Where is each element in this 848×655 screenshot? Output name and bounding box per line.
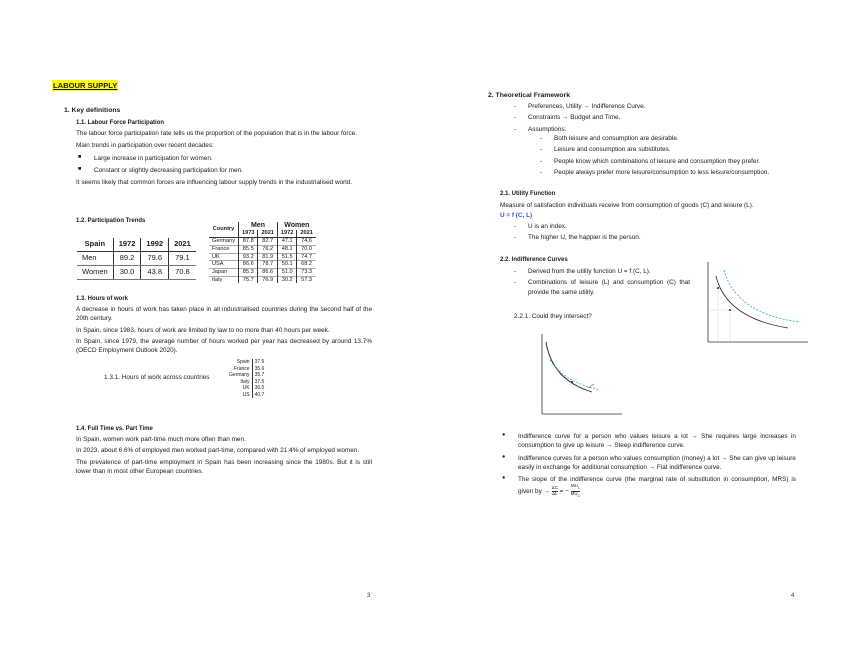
table-header-row (77, 238, 196, 251)
table-header: 2021 (297, 230, 316, 237)
paragraph: In Spain, since 1983, hours of work are limited by law to no more than 40 hours per week. (76, 326, 330, 334)
curve-b (550, 360, 600, 390)
table-row (77, 251, 196, 265)
table-cell: 89.2 (113, 251, 141, 265)
indifference-curves-figure (696, 256, 820, 352)
fraction-numerator: ΔC (551, 485, 558, 491)
slope-text: The slope of the indifference curve (the marginal rate of substitution in consumption, MRS) is given by (518, 476, 796, 496)
table-cell: 43.8 (141, 265, 169, 279)
section-1-4-body (76, 435, 372, 476)
fraction-numerator: MU (570, 483, 578, 489)
list-item: - Both leisure and consumption are desirable. (540, 134, 810, 143)
table-cell: 51.0 (277, 268, 296, 276)
table-header: Country (209, 222, 239, 238)
trend-list (76, 154, 372, 176)
table-header: Men (239, 222, 278, 230)
section-1-heading: 1. Key definitions (64, 107, 121, 114)
slope-formula: → $\frac{\Delta C}{\Delta L}$ = − $MU_L$ $MU_C$ (543, 483, 580, 498)
table-cell: 70.0 (297, 245, 316, 253)
table-row (77, 265, 196, 279)
paragraph: In Spain, since 1979, the average number of hours worked per year has decreased by around 13.7% (OECD Employment Outlook 2020). (76, 337, 372, 355)
section-2-1-heading: 2.1. Utility Function (500, 191, 556, 197)
table-cell: Germany (209, 238, 239, 246)
subscript: C (577, 493, 580, 498)
list-item: - U is an index. (514, 222, 754, 231)
table-cell: 79.6 (141, 251, 169, 265)
list-item: - Combinations of leisure (L) and consumption (C) that provide the same utility. (514, 278, 690, 297)
table-cell: 73.3 (297, 268, 316, 276)
section-1-1-body (76, 129, 372, 187)
table-cell: 37.5 (252, 359, 266, 366)
fraction-denominator: ΔL (552, 491, 558, 497)
list-item: - People always prefer more leisure/consumption to less leisure/consumption. (540, 168, 810, 177)
fraction-denominator: MU (570, 491, 578, 497)
list-item (500, 475, 796, 499)
table-cell: 35.6 (252, 366, 266, 373)
fraction-lhs (552, 486, 558, 497)
list-item: ■ Large increase in participation for women. (76, 154, 372, 163)
table-cell: 86.6 (239, 261, 258, 269)
table-cell: 87.8 (239, 238, 258, 246)
table-cell: 74.6 (297, 238, 316, 246)
table-cell: 76.2 (258, 245, 277, 253)
table-header: 1992 (141, 238, 169, 251)
table-header: Spain (77, 238, 113, 251)
page-number: 3 (367, 593, 371, 599)
point (729, 309, 731, 311)
table-cell: Italy (240, 378, 250, 385)
section-1-3-1-heading: 1.3.1. Hours of work across countries (104, 374, 210, 381)
paragraph: The prevalence of part-time employment in Spain has been increasing since the 1980s. But it is still lower than in most other European countries. (76, 458, 372, 475)
table-cell: 36.0 (252, 385, 266, 392)
utility-formula: U = f (C, L) (500, 212, 533, 219)
table-cell: 35.7 (252, 372, 266, 379)
section-2-2-1-heading: 2.2.1. Could they intersect? (514, 313, 592, 320)
table-row (209, 268, 316, 276)
table-cell: 86.6 (258, 268, 277, 276)
list-item: - Constraints → Budget and Time. (514, 113, 814, 122)
table-cell: USA (209, 261, 239, 269)
list-item: - Assumptions: (514, 125, 814, 134)
indifference-curve-dashed (724, 270, 800, 322)
curve-a (546, 342, 592, 392)
table-cell: 85.3 (239, 268, 258, 276)
intersection-point (571, 381, 573, 383)
list-item: ■ Constant or slightly decreasing participation for men. (76, 166, 372, 175)
point (717, 287, 719, 289)
table-row (209, 261, 316, 269)
table-row (209, 253, 316, 261)
paragraph: In Spain, women work part-time much more often than men. (76, 436, 246, 443)
table-cell: US (242, 391, 250, 398)
table-cell: 78.7 (258, 261, 277, 269)
section-1-3-body (76, 305, 372, 355)
list-item: - Derived from the utility function U = f (C, L). (514, 267, 690, 276)
table-cell: 68.2 (297, 261, 316, 269)
table-row (227, 392, 266, 399)
table-cell: 37.5 (252, 379, 266, 386)
table-cell: 81.9 (258, 253, 277, 261)
indifference-list (514, 267, 690, 299)
table-cell: Germany (229, 372, 250, 378)
table-cell: Japan (209, 268, 239, 276)
table-cell: France (234, 365, 250, 372)
table-cell: UK (242, 385, 250, 391)
section-2-heading: 2. Theoretical Framework (488, 92, 570, 99)
document-title: LABOUR SUPPLY (53, 81, 118, 90)
section-1-3-heading: 1.3. Hours of work (76, 296, 129, 302)
table-cell: France (209, 245, 239, 253)
table-cell: Men (77, 251, 113, 265)
paragraph: The labour force participation rate tells us the proportion of the population that is in the labour force. (76, 130, 358, 137)
table-header: 2021 (169, 238, 196, 251)
table-row (227, 372, 266, 379)
table-cell: 57.3 (297, 276, 316, 283)
assumptions-list (540, 134, 810, 179)
table-header-row (209, 222, 316, 230)
table-cell: 48.1 (277, 245, 296, 253)
table-cell: Women (77, 265, 113, 279)
table-cell: 40.7 (252, 392, 266, 399)
table-cell: 76.9 (258, 276, 277, 283)
hours-table (227, 359, 266, 398)
list-item: ● Indifference curves for a person who values consumption (money) a lot → She can give up leisure easily in exchange for additional consumption → Flat indifference curve. (500, 454, 796, 473)
indifference-curve (716, 276, 788, 328)
fraction-rhs (571, 484, 580, 498)
list-item: - Preferences, Utility → Indifference Curve. (514, 102, 814, 111)
list-item: - The higher U, the happier is the person. (514, 233, 754, 242)
paragraph: It seems likely that common forces are influencing labour supply trends in the industrialised world. (76, 179, 352, 187)
indifference-bullets (500, 432, 796, 502)
table-cell: 70.8 (169, 265, 196, 279)
table-cell: UK (209, 253, 239, 261)
spain-participation-table (77, 238, 196, 280)
paragraph: A decrease in hours of work has taken place in all industrialised countries during the second half of the 20th century. (76, 306, 372, 323)
table-cell: 85.5 (239, 245, 258, 253)
list-item: ● Indifference curve for a person who values leisure a lot → She requires large increases in consumption to give up leisure → Steep indifference curve. (500, 432, 796, 451)
list-item: - Leisure and consumption are substitutes. (540, 145, 810, 154)
table-body (209, 238, 316, 284)
table-row (209, 245, 316, 253)
table-cell: 50.1 (277, 261, 296, 269)
subscript: L (577, 486, 580, 491)
list-item: - People know which combinations of leisure and consumption they prefer. (540, 157, 810, 166)
table-body (227, 359, 266, 398)
section-2-1-text: Measure of satisfaction individuals receive from consumption of goods (C) and leisure (L). (500, 202, 754, 209)
table-cell: Spain (236, 359, 250, 365)
table-header: 1972 (113, 238, 141, 251)
table-cell: 75.7 (239, 276, 258, 283)
table-cell: 82.7 (258, 238, 277, 246)
table-header: 1973 (239, 230, 258, 237)
table-cell: 74.7 (297, 253, 316, 261)
table-header: Women (284, 222, 310, 229)
page-number: 4 (791, 593, 795, 599)
table-cell: Italy (209, 276, 239, 283)
paragraph: In 2023, about 6.6% of employed men worked part-time, compared with 21.4% of employed women. (76, 447, 360, 455)
page-4 (424, 0, 848, 655)
table-cell: 93.2 (239, 253, 258, 261)
table-header: 2021 (258, 230, 277, 237)
framework-list (514, 102, 814, 136)
section-1-2-heading: 1.2. Participation Trends (76, 218, 146, 224)
table-cell: 79.1 (169, 251, 196, 265)
section-1-1-heading: 1.1. Labour Force Participation (76, 120, 165, 126)
table-cell: 47.1 (277, 238, 296, 246)
utility-list (514, 222, 754, 245)
paragraph: Main trends in participation over recent decades: (76, 142, 214, 150)
table-header: 1972 (277, 230, 296, 237)
table-cell: 30.2 (277, 276, 296, 283)
country-participation-table (209, 222, 316, 283)
intersecting-curves-figure (534, 330, 626, 422)
table-row (209, 276, 316, 283)
table-cell: 51.5 (277, 253, 296, 261)
section-2-2-heading: 2.2. Indifference Curves (500, 257, 568, 263)
section-1-4-heading: 1.4. Full Time vs. Part Time (76, 426, 153, 432)
table-cell: 30.0 (113, 265, 141, 279)
table-row (209, 238, 316, 246)
